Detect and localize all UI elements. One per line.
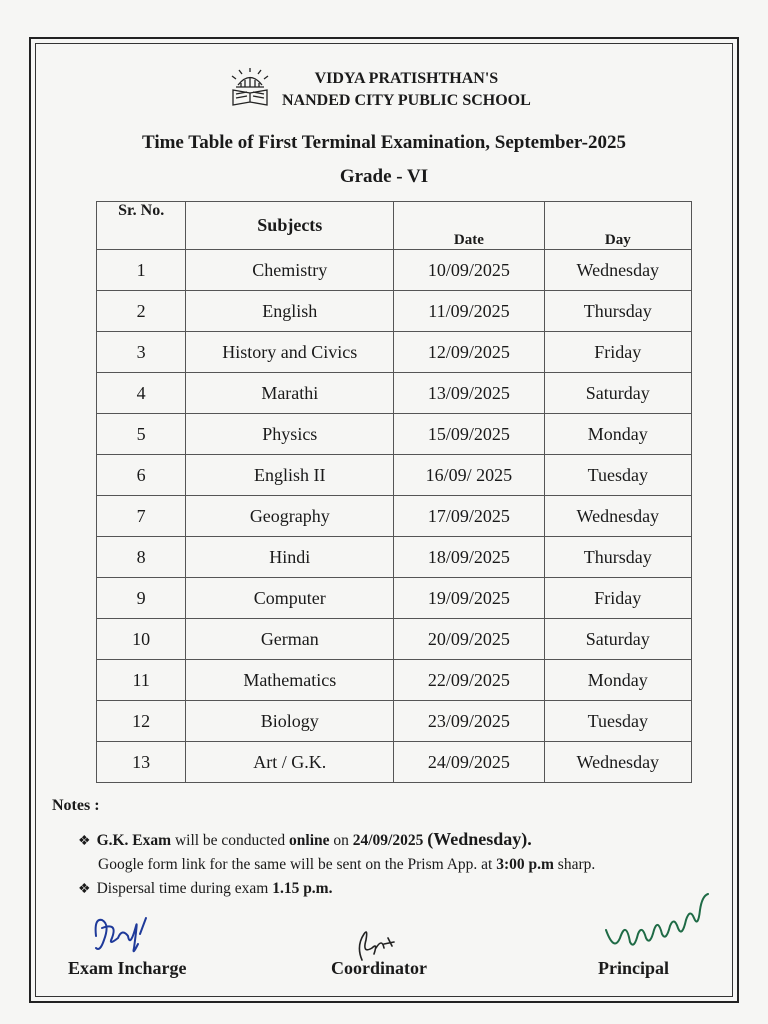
cell-sr-no: 12 [97, 701, 186, 742]
note-text: on [329, 832, 353, 849]
cell-sr-no: 5 [97, 414, 186, 455]
table-row [97, 701, 692, 742]
table-row [97, 660, 692, 701]
cell-date: 19/09/2025 [394, 578, 544, 619]
note-text: will be conducted [171, 832, 290, 849]
cell-date: 23/09/2025 [394, 701, 544, 742]
notes-heading: Notes : [52, 797, 100, 814]
cell-subject: Hindi [186, 537, 394, 578]
cell-day: Wednesday [544, 250, 691, 291]
cell-sr-no: 7 [97, 496, 186, 537]
table-row [97, 414, 692, 455]
table-row [97, 619, 692, 660]
cell-day: Wednesday [544, 742, 691, 783]
cell-day: Monday [544, 414, 691, 455]
online-label: online [289, 832, 330, 849]
cell-date: 20/09/2025 [394, 619, 544, 660]
table-row [97, 373, 692, 414]
cell-subject: Physics [186, 414, 394, 455]
gk-exam-weekday: (Wednesday). [427, 829, 532, 849]
cell-date: 10/09/2025 [394, 250, 544, 291]
cell-date: 24/09/2025 [394, 742, 544, 783]
cell-sr-no: 3 [97, 332, 186, 373]
cell-subject: English [186, 291, 394, 332]
note-text: Dispersal time during exam [96, 880, 273, 897]
cell-subject: Mathematics [186, 660, 394, 701]
note-google-form [98, 856, 595, 874]
exam-incharge-label: Exam Incharge [68, 958, 187, 978]
cell-date: 17/09/2025 [394, 496, 544, 537]
table-row [97, 332, 692, 373]
cell-sr-no: 1 [97, 250, 186, 291]
cell-day: Tuesday [544, 701, 691, 742]
cell-day: Friday [544, 578, 691, 619]
cell-subject: Biology [186, 701, 394, 742]
school-logo-icon [228, 68, 272, 108]
cell-sr-no: 13 [97, 742, 186, 783]
cell-subject: Marathi [186, 373, 394, 414]
header-day: Day [544, 202, 691, 250]
diamond-bullet-icon: ❖ [78, 882, 91, 897]
cell-date: 15/09/2025 [394, 414, 544, 455]
cell-sr-no: 4 [97, 373, 186, 414]
gk-exam-date: 24/09/2025 [352, 832, 424, 849]
gk-exam-label: G.K. Exam [96, 832, 172, 849]
principal-signature [600, 890, 712, 960]
grade-label: Grade - VI [339, 166, 429, 187]
table-row [97, 291, 692, 332]
cell-sr-no: 6 [97, 455, 186, 496]
exam-incharge-signature [88, 908, 152, 958]
cell-date: 12/09/2025 [394, 332, 544, 373]
cell-day: Tuesday [544, 455, 691, 496]
link-time: 3:00 p.m [496, 856, 554, 873]
table-row [97, 578, 692, 619]
cell-subject: History and Civics [186, 332, 394, 373]
cell-day: Friday [544, 332, 691, 373]
header-subjects: Subjects [186, 202, 394, 250]
header-sr-no: Sr. No. [97, 202, 186, 250]
cell-subject: German [186, 619, 394, 660]
cell-sr-no: 9 [97, 578, 186, 619]
school-trust-name: VIDYA PRATISHTHAN'S [314, 70, 499, 87]
table-row [97, 496, 692, 537]
cell-date: 16/09/ 2025 [394, 455, 544, 496]
cell-day: Thursday [544, 291, 691, 332]
cell-day: Wednesday [544, 496, 691, 537]
cell-date: 18/09/2025 [394, 537, 544, 578]
timetable [96, 201, 692, 783]
cell-subject: Chemistry [186, 250, 394, 291]
cell-date: 13/09/2025 [394, 373, 544, 414]
coordinator-label: Coordinator [331, 958, 427, 978]
cell-subject: Art / G.K. [186, 742, 394, 783]
header-date: Date [394, 202, 544, 250]
cell-sr-no: 11 [97, 660, 186, 701]
table-header-row [97, 202, 692, 250]
cell-date: 22/09/2025 [394, 660, 544, 701]
table-row [97, 742, 692, 783]
cell-day: Saturday [544, 373, 691, 414]
cell-sr-no: 2 [97, 291, 186, 332]
table-row [97, 250, 692, 291]
cell-subject: Computer [186, 578, 394, 619]
cell-subject: English II [186, 455, 394, 496]
cell-subject: Geography [186, 496, 394, 537]
note-text: sharp. [553, 856, 596, 873]
note-text: Google form link for the same will be sent on the Prism App. at [98, 856, 497, 873]
cell-day: Saturday [544, 619, 691, 660]
cell-day: Thursday [544, 537, 691, 578]
school-full-name: NANDED CITY PUBLIC SCHOOL [282, 92, 531, 109]
dispersal-time: 1.15 p.m. [272, 880, 333, 897]
table-row [97, 455, 692, 496]
cell-sr-no: 10 [97, 619, 186, 660]
note-gk-exam [78, 829, 532, 850]
diamond-bullet-icon: ❖ [78, 834, 91, 849]
cell-sr-no: 8 [97, 537, 186, 578]
page-title: Time Table of First Terminal Examination, September-2025 [142, 132, 626, 153]
table-row [97, 537, 692, 578]
school-name [282, 68, 531, 112]
principal-label: Principal [598, 958, 669, 978]
cell-day: Monday [544, 660, 691, 701]
cell-date: 11/09/2025 [394, 291, 544, 332]
note-dispersal-time [78, 880, 332, 898]
